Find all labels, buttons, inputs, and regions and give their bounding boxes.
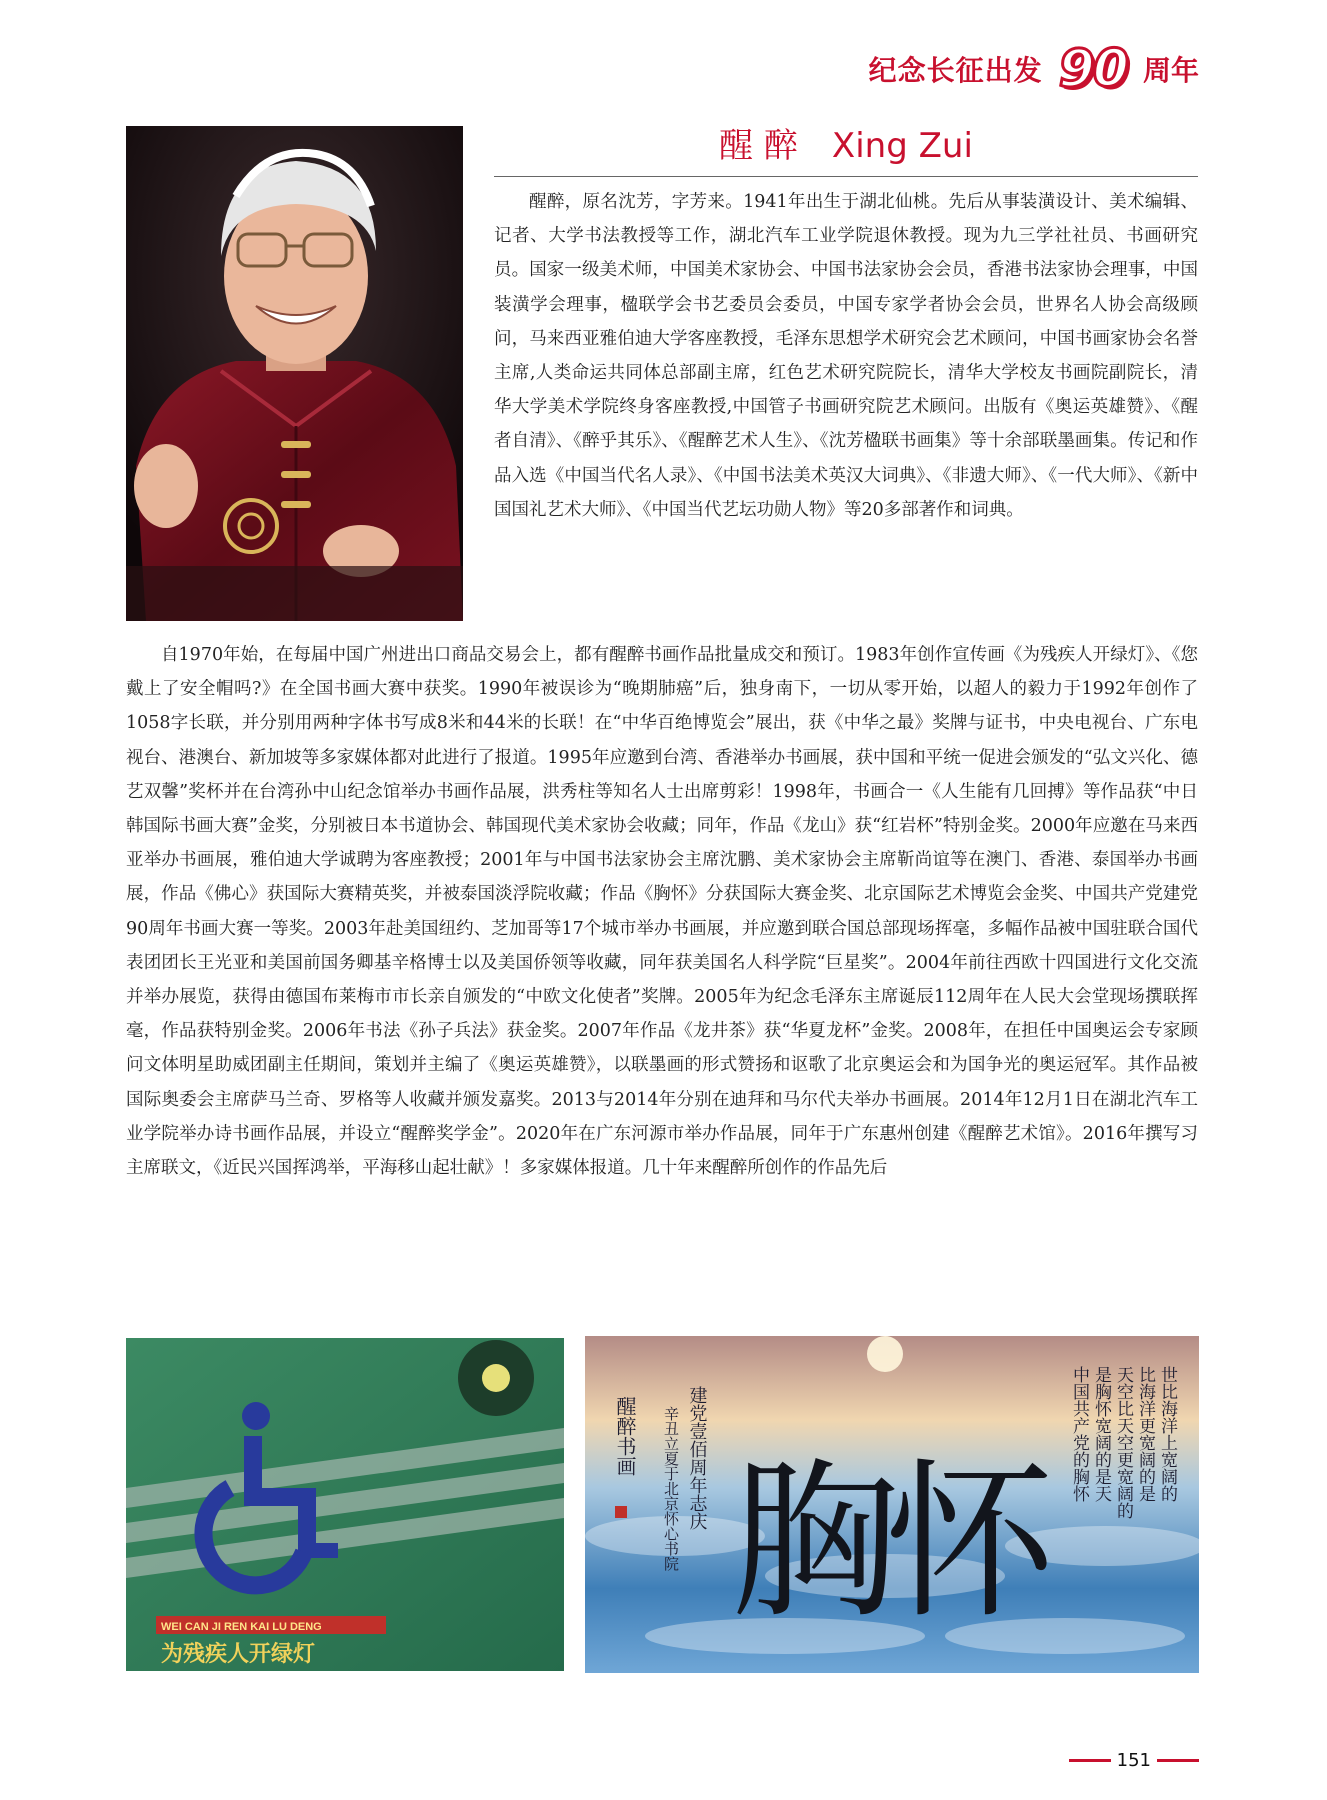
inscription-title: 建党壹佰周年志庆 — [686, 1386, 708, 1530]
portrait-illustration — [126, 126, 463, 621]
header-prefix: 纪念长征出发 — [868, 54, 1043, 87]
body-paragraph: 自1970年始，在每届中国广州进出口商品交易会上，都有醒醉书画作品批量成交和预订。1983年创作宣传画《为残疾人开绿灯》、《您戴上了安全帽吗?》在全国书画大赛中获奖。1990年被误诊为“晚期肺癌”后，独身南下，一切从零开始，以超人的毅力于1992年创作了1058字长联，并分别用两种字体书写成8米和44米的长联！在“中华百绝博览会”展出，获《中华之最》奖牌与证书，中央电视台、广东电视台、港澳台、新加坡等多家媒体都对此进行了报道。1995年应邀到台湾、香港举办书画展，获中国和平统一促进会颁发的“弘文兴化、德艺双馨”奖杯并在台湾孙中山纪念馆举办书画作品展，洪秀柱等知名人士出席剪彩！1998年，书画合一《人生能有几回搏》等作品获“中日韩国际书画大赛”金奖，分别被日本书道协会、韩国现代美术家协会收藏；同年，作品《龙山》获“红岩杯”特别金奖。2000年应邀在马来西亚举办书画展，雅伯迪大学诚聘为客座教授；2001年与中国书法家协会主席沈鹏、美术家协会主席靳尚谊等在澳门、香港、泰国举办书画展，作品《佛心》获国际大赛精英奖，并被泰国淡浮院收藏；作品《胸怀》分获国际大赛金奖、北京国际艺术博览会金奖、中国共产党建党90周年书画大赛一等奖。2003年赴美国纽约、芝加哥等17个城市举办书画展，并应邀到联合国总部现场挥毫，多幅作品被中国驻联合国代表团团长王光亚和美国前国务卿基辛格博士以及美国侨领等收藏，同年获美国名人科学院“巨星奖”。2004年前往西欧十四国进行文化交流并举办展览，获得由德国布莱梅市市长亲自颁发的“中欧文化使者”奖牌。2005年为纪念毛泽东主席诞辰112周年在人民大会堂现场撰联挥毫，作品获特别金奖。2006年书法《孙子兵法》获金奖。2007年作品《龙井茶》获“华夏龙杯”金奖。2008年，在担任中国奥运会专家顾问文体明星助威团副主任期间，策划并主编了《奥运英雄赞》，以联墨画的形式赞扬和讴歌了北京奥运会和为国争光的奥运冠军。其作品被国际奥委会主席萨马兰奇、罗格等人收藏并颁发嘉奖。2013与2014年分别在迪拜和马尔代夫举办书画展。2014年12月1日在湖北汽车工业学院举办诗书画作品展，并设立“醒醉奖学金”。2020年在广东河源市举办作品展，同年于广东惠州创建《醒醉艺术馆》。2016年撰写习主席联文，《近民兴国挥鸿举，平海移山起壮献》！多家媒体报道。几十年来醒醉所创作的作品先后 — [126, 645, 1198, 1179]
page-footer — [1069, 1750, 1199, 1771]
header-number: 90 — [1058, 39, 1127, 99]
poster-caption: 为残疾人开绿灯 — [161, 1642, 316, 1667]
right-line-1: 世比海洋上宽阔的 — [1157, 1366, 1177, 1502]
inscription-date: 辛丑立夏于北京怀心书院 — [662, 1406, 680, 1571]
seal-stamp — [615, 1506, 627, 1518]
right-line-4: 是胸怀宽阔的是天 — [1091, 1366, 1111, 1502]
artist-name-title — [494, 118, 1198, 174]
right-line-3: 天空比天空更宽阔的 — [1113, 1366, 1133, 1519]
page-header — [868, 39, 1199, 99]
poster-illustration — [126, 1338, 564, 1671]
poster-artwork — [126, 1338, 564, 1671]
footer-rule-left — [1069, 1759, 1111, 1762]
artist-portrait-photo — [126, 126, 463, 621]
footer-rule-right — [1157, 1759, 1199, 1762]
right-line-5: 中国共产党的胸怀 — [1069, 1366, 1089, 1502]
calligraphy-char-1: 胸 — [730, 1444, 901, 1642]
page-number: 151 — [1116, 1750, 1151, 1771]
right-line-2: 比海洋更宽阔的是 — [1135, 1366, 1155, 1502]
inscription-signature: 醒醉书画 — [613, 1396, 637, 1476]
calligraphy-artwork — [585, 1336, 1199, 1673]
header-suffix: 周年 — [1142, 54, 1199, 87]
title-divider — [494, 176, 1198, 177]
title-chinese: 醒 醉 — [719, 126, 798, 166]
calligraphy-illustration — [585, 1336, 1199, 1673]
poster-pinyin: WEI CAN JI REN KAI LU DENG — [161, 1621, 322, 1633]
title-english: Xing Zui — [831, 126, 973, 166]
calligraphy-char-2: 怀 — [885, 1444, 1056, 1642]
intro-paragraph: 醒醉，原名沈芳，字芳来。1941年出生于湖北仙桃。先后从事装潢设计、美术编辑、记者、大学书法教授等工作，湖北汽车工业学院退休教授。现为九三学社社员、书画研究员。国家一级美术师，中国美术家协会、中国书法家协会会员，香港书法家协会理事，中国装潢学会理事，楹联学会书艺委员会委员，中国专家学者协会会员，世界名人协会高级顾问，马来西亚雅伯迪大学客座教授，毛泽东思想学术研究会艺术顾问，中国书画家协会名誉主席,人类命运共同体总部副主席，红色艺术研究院院长，清华大学校友书画院副院长，清华大学美术学院终身客座教授,中国管子书画研究院艺术顾问。出版有《奥运英雄赞》、《醒者自清》、《醉乎其乐》、《醒醉艺术人生》、《沈芳楹联书画集》等十余部联墨画集。传记和作品入选《中国当代名人录》、《中国书法美术英汉大词典》、《非遗大师》、《一代大师》、《新中国国礼艺术大师》、《中国当代艺坛功勋人物》等20多部著作和词典。 — [494, 192, 1198, 520]
